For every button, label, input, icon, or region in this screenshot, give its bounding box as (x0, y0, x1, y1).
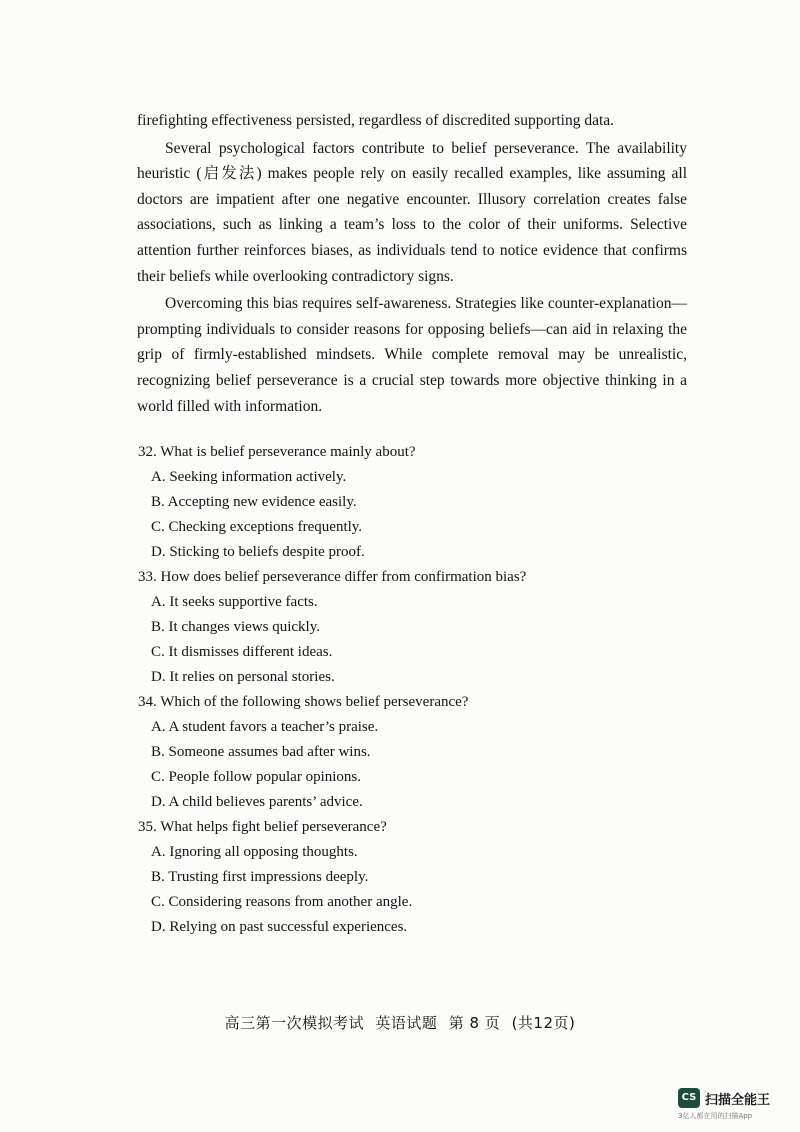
question-list (138, 440, 698, 940)
option-d: D. It relies on personal stories. (151, 669, 335, 685)
option-a: A. A student favors a teacher’s praise. (151, 719, 379, 735)
option-c: C. It dismisses different ideas. (151, 644, 333, 660)
question-stem: 32. What is belief perseverance mainly about? (138, 444, 416, 460)
page-number: 第 8 页 (448, 1014, 501, 1032)
exam-name: 高三第一次模拟考试 (224, 1014, 365, 1032)
question-34 (138, 690, 698, 815)
passage-paragraph-1: firefighting effectiveness persisted, regardless of discredited supporting data. (137, 112, 615, 129)
option-b: B. Someone assumes bad after wins. (151, 744, 371, 760)
option-c: C. Checking exceptions frequently. (151, 519, 363, 535)
option-b: B. Trusting first impressions deeply. (151, 869, 369, 885)
option-c: C. Considering reasons from another angle. (151, 894, 413, 910)
passage-paragraph-3: Overcoming this bias requires self-awareness. Strategies like counter-explanation—prompting individuals to consider reasons for opposing beliefs—can aid in relaxing the grip of firmly-established mindsets. While complete removal may be unrealistic, recognizing belief perseverance is a crucial step towards more objective thinking in a world filled with information. (137, 295, 687, 415)
subject-label: 英语试题 (375, 1014, 438, 1032)
option-d: D. A child believes parents’ advice. (151, 794, 363, 810)
camscanner-logo-icon: CS (678, 1088, 700, 1108)
scanner-watermark (678, 1088, 788, 1122)
option-b: B. Accepting new evidence easily. (151, 494, 357, 510)
question-32 (138, 440, 698, 565)
scanner-tagline: 3亿人都在用的扫描App (678, 1112, 753, 1120)
option-d: D. Relying on past successful experiences. (151, 919, 408, 935)
question-stem: 33. How does belief perseverance differ from confirmation bias? (138, 569, 527, 585)
page-footer (0, 1012, 800, 1033)
total-pages: (共12页) (511, 1014, 576, 1032)
question-35 (138, 815, 698, 940)
option-d: D. Sticking to beliefs despite proof. (151, 544, 365, 560)
passage-paragraph-2: Several psychological factors contribute to belief perseverance. The availability heuristic (启发法) makes people rely on easily recalled examples, like assuming all doctors are impatient after one negative encounter. Illusory correlation creates false associations, such as linking a team’s loss to the color of their uniforms. Selective attention further reinforces biases, as individuals tend to notice evidence that confirms their beliefs while overlooking contradictory signs. (137, 139, 687, 285)
reading-passage (137, 108, 687, 419)
option-a: A. Seeking information actively. (151, 469, 347, 485)
question-stem: 34. Which of the following shows belief perseverance? (138, 694, 469, 710)
option-a: A. Ignoring all opposing thoughts. (151, 844, 358, 860)
option-a: A. It seeks supportive facts. (151, 594, 318, 610)
option-b: B. It changes views quickly. (151, 619, 320, 635)
scanner-app-name: 扫描全能王 (705, 1093, 771, 1108)
question-stem: 35. What helps fight belief perseverance? (138, 819, 387, 835)
question-33 (138, 565, 698, 690)
option-c: C. People follow popular opinions. (151, 769, 361, 785)
